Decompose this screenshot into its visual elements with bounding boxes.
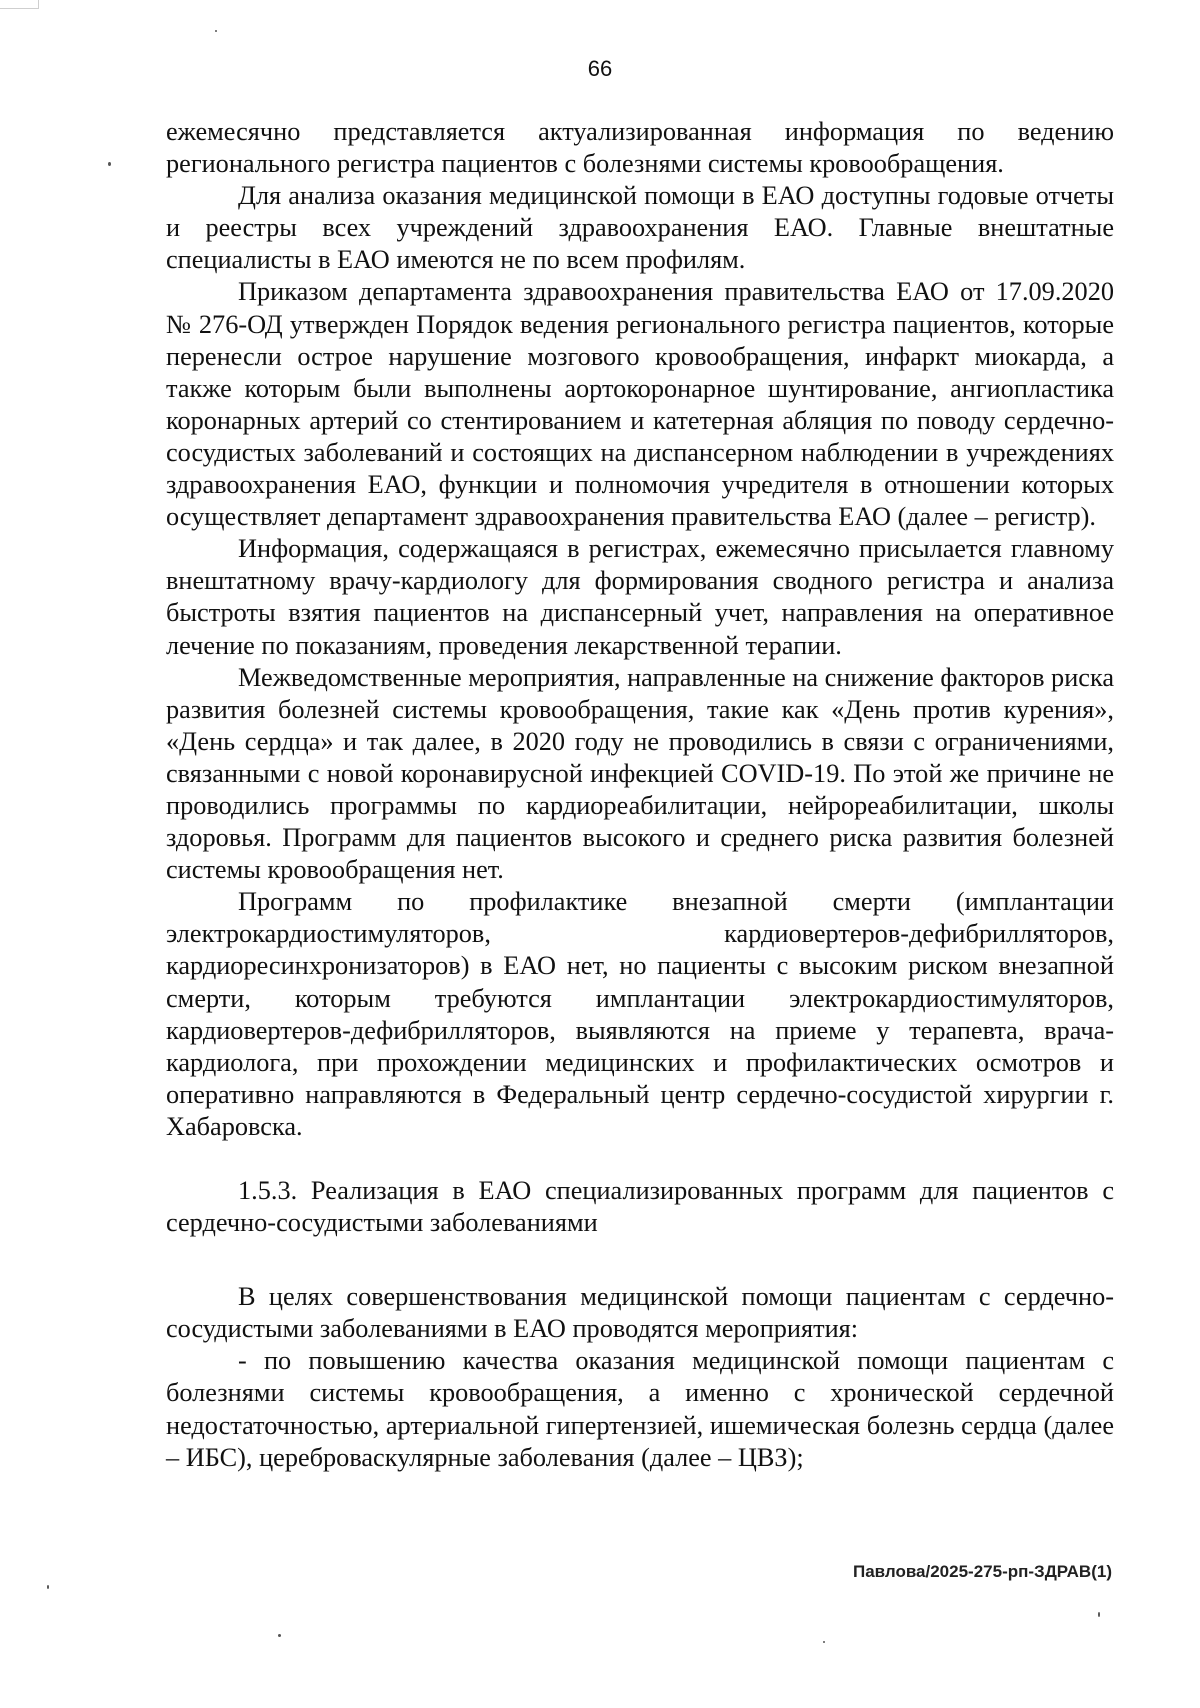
paragraph-improvement-measures: В целях совершенствования медицинской помощи пациентам с сердечно-сосудистыми заболеваниями в ЕАО проводятся мероприятия: [166, 1282, 1114, 1344]
page-number: 66 [587, 56, 613, 81]
scan-speck [215, 30, 217, 32]
paragraph-interagency-events: Межведомственные мероприятия, направленные на снижение факторов риска развития болезней системы кровообращения, такие как «День против курения», «День сердца» и так далее, в 2020 году не проводились в связи с ограничениями, связанными с новой коронавирусной инфекцией COVID-19. По этой же причине не проводились программы по кардиореабилитации, нейрореабилитации, школы здоровья. Программ для пациентов высокого и среднего риска развития болезней системы кровообращения нет. [166, 662, 1115, 885]
document-body [166, 116, 1114, 1474]
paragraph-continuation: ежемесячно представляется актуализированная информация по ведению регионального регистра пациентов с болезнями системы кровообращения. [166, 117, 1114, 179]
scan-speck [823, 1641, 825, 1643]
paragraph-measure-quality: - по повышению качества оказания медицинской помощи пациентам с болезнями системы кровообращения, а именно с хронической сердечной недостаточностью, артериальной гипертензией, ишемическая болезнь сердца (далее – ИБС), цереброваскулярные заболевания (далее – ЦВЗ); [166, 1346, 1114, 1472]
scan-speck [1098, 1612, 1100, 1617]
scan-speck [47, 1585, 49, 1589]
paragraph-annual-reports: Для анализа оказания медицинской помощи в ЕАО доступны годовые отчеты и реестры всех учреждений здравоохранения ЕАО. Главные внештатные специалисты в ЕАО имеются не по всем профилям. [166, 181, 1114, 275]
scan-corner-mark [0, 0, 39, 9]
scan-speck [108, 162, 111, 166]
section-heading-1-5-3: 1.5.3. Реализация в ЕАО специализированных программ для пациентов с сердечно-сосудистыми заболеваниями [166, 1176, 1114, 1238]
scan-speck [278, 1634, 281, 1637]
paragraph-registry-order: Приказом департамента здравоохранения правительства ЕАО от 17.09.2020 № 276-ОД утвержден Порядок ведения регионального регистра пациентов, которые перенесли острое нарушение мозгового кровообращения, инфаркт миокарда, а также которым были выполнены аортокоронарное шунтирование, ангиопластика коронарных артерий со стентированием и катетерная абляция по поводу сердечно-сосудистых заболеваний и состоящих на диспансерном наблюдении в учреждениях здравоохранения ЕАО, функции и полномочия учредителя в отношении которых осуществляет департамент здравоохранения правительства ЕАО (далее – регистр). [166, 277, 1114, 532]
paragraph-sudden-death-programs: Программ по профилактике внезапной смерти (имплантации электрокардиостимуляторов, кардиовертеров-дефибрилляторов, кардиоресинхронизаторов) в ЕАО нет, но пациенты с высоким риском внезапной смерти, которым требуются имплантации электрокардиостимуляторов, кардиовертеров-дефибрилляторов, выявляются на приеме у терапевта, врача-кардиолога, при прохождении медицинских и профилактических осмотров и оперативно направляются в Федеральный центр сердечно-сосудистой хирургии г. Хабаровска. [166, 887, 1114, 1141]
paragraph-registry-info: Информация, содержащаяся в регистрах, ежемесячно присылается главному внештатному врачу-кардиологу для формирования сводного регистра и анализа быстроты взятия пациентов на диспансерный учет, направления на оперативное лечение по показаниям, проведения лекарственной терапии. [166, 534, 1114, 660]
document-footer-code: Павлова/2025-275-рп-ЗДРАВ(1) [852, 1562, 1112, 1581]
